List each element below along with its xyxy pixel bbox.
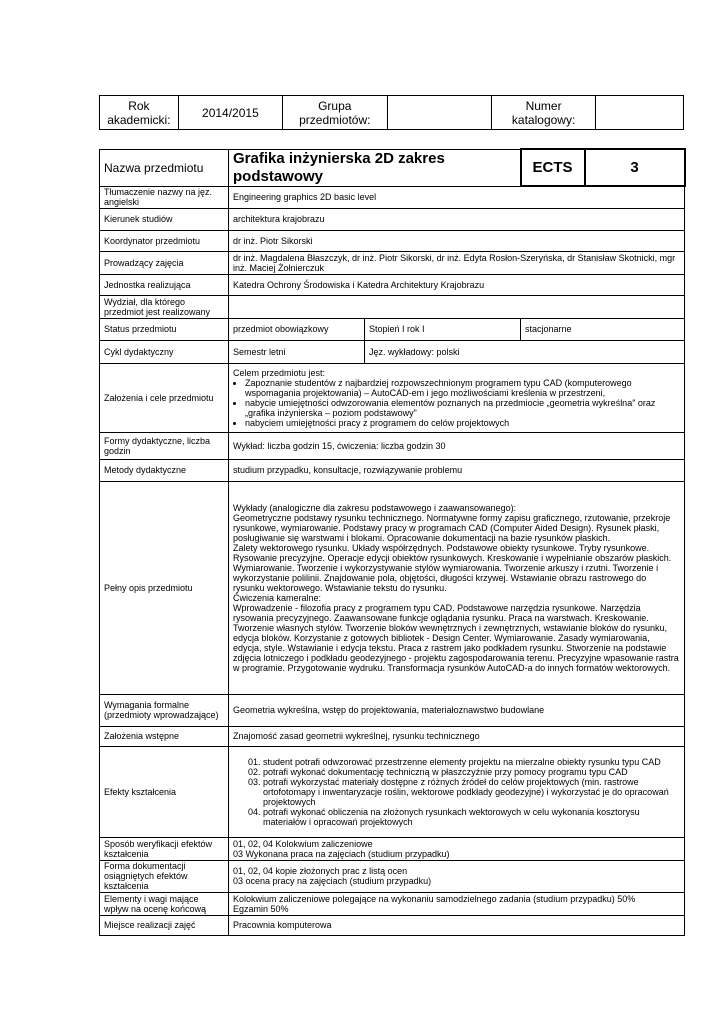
course-name: Grafika inżynierska 2D zakres podstawowy: [229, 149, 521, 186]
unit-label: Jednostka realizująca: [100, 274, 229, 295]
grupa-value: [387, 96, 491, 130]
methods-label: Metody dydaktyczne: [100, 459, 229, 481]
goals-label: Założenia i cele przedmiotu: [100, 363, 229, 432]
verification-value: 01, 02, 04 Kolokwium zaliczeniowe 03 Wykonana praca na zajęciach (studium przypadku): [229, 837, 685, 860]
place-label: Miejsce realizacji zajęć: [100, 915, 229, 935]
cycle-value-1: Semestr letni: [229, 340, 365, 363]
outcomes-content: [229, 746, 685, 837]
outcome-item: 04. potrafi wykonać obliczenia na złożonych rysunkach wektorowych w celu wykonania kosztorysu materiałów i opracowań projektowych: [263, 807, 680, 827]
requirements-value: Geometria wykreślna, wstęp do projektowania, materiałoznawstwo budowlane: [229, 694, 685, 726]
assumptions-label: Założenia wstępne: [100, 726, 229, 746]
place-value: Pracownia komputerowa: [229, 915, 685, 935]
coordinator-label: Koordynator przedmiotu: [100, 230, 229, 251]
translation-value: Engineering graphics 2D basic level: [229, 186, 685, 208]
documentation-value: 01, 02, 04 kopie złożonych prac z listą ocen 03 ocena pracy na zajęciach (studium przypadku): [229, 860, 685, 892]
faculty-label: Wydział, dla którego przedmiot jest realizowany: [100, 295, 229, 318]
outcomes-label: Efekty kształcenia: [100, 746, 229, 837]
requirements-label: Wymagania formalne (przedmioty wprowadzające): [100, 694, 229, 726]
forms-value: Wykład: liczba godzin 15, ćwiczenia: liczba godzin 30: [229, 432, 685, 459]
unit-value: Katedra Ochrony Środowiska i Katedra Architektury Krajobrazu: [229, 274, 685, 295]
rok-value: 2014/2015: [178, 96, 282, 130]
numer-value: [596, 96, 684, 130]
grading-label: Elementy i wagi mające wpływ na ocenę końcową: [100, 892, 229, 915]
goals-intro: Celem przedmiotu jest:: [233, 367, 326, 378]
rok-label: Rok akademicki:: [100, 96, 179, 130]
goals-list: [233, 378, 680, 428]
ects-value: 3: [585, 149, 685, 186]
grading-value: Kolokwium zaliczeniowe polegające na wykonaniu samodzielnego zadania (studium przypadku) 50% Egzamin 50%: [229, 892, 685, 915]
cycle-label: Cykl dydaktyczny: [100, 340, 229, 363]
course-name-label: Nazwa przedmiotu: [100, 149, 229, 186]
outcomes-list: [233, 757, 680, 827]
outcome-item: 01. student potrafi odwzorować przestrzenne elementy projektu na mierzalne obiekty rysunku typu CAD: [263, 757, 680, 767]
header-table: [99, 95, 684, 130]
grupa-label: Grupa przedmiotów:: [283, 96, 388, 130]
description-value: Wykłady (analogiczne dla zakresu podstawowego i zaawansowanego): Geometryczne podstawy rysunku technicznego. Normatywne formy zapisu graficznego, rzutowanie, przekroje rysunkowe, wymiarowanie. Podstawy pracy w programach CAD (Computer Aided Design). Rysunek płaski, posługiwanie się warstwami i blokami. Opracowanie dokumentacji na bazie rysunków płaskich. Zalety wektorowego rysunku. Układy współrzędnych. Podstawowe obiekty rysunkowe. Tryby rysunkowe. Rysowanie precyzyjne. Operacje edycji obiektów rysunkowych. Kreskowanie i wypełnianie obszarów płaskich. Wymiarowanie. Tworzenie i wykorzystywanie stylów wymiarowania. Tworzenie arkuszy i rzutni. Tworzenie i wykorzystanie polilinii. Znajdowanie pola, objętości, długości krzywej. Wstawianie obrazu rastrowego do rysunku wektorowego. Wstawianie tekstu do rysunku. Ćwiczenia kameralne: Wprowadzenie - filozofia pracy z programem typu CAD. Podstawowe narzędzia rysunkowe. Narzędzia rysowania precyzyjnego. Zaawansowane funkcje oglądania rysunku. Praca na warstwach. Kreskowanie. Tworzenie własnych stylów. Tworzenie bloków wewnętrznych i zewnętrznych, wstawianie bloków do rysunku, edycja bloków. Korzystanie z gotowych bibliotek - Design Center. Wymiarowanie. Zasady wymiarowania, edycja, style. Wstawianie i edycja tekstu. Praca z rastrem jako podkładem rysunku. Stworzenie na podstawie zdjęcia lotniczego i podkładu geodezyjnego - projektu zagospodarowania terenu. Precyzyjne wpasowanie rastra w programie. Przygotowanie wydruku. Transformacja rysunków AutoCAD-a do innych formatów wektorowych.: [229, 481, 685, 694]
lecturers-value: dr inż. Magdalena Błaszczyk, dr inż. Piotr Sikorski, dr inż. Edyta Rosłon-Szeryńska, dr Stanisław Skotnicki, mgr inż. Maciej Żołnierczuk: [229, 251, 685, 274]
ects-label: ECTS: [521, 149, 585, 186]
course-table: [99, 148, 686, 936]
goals-content: [229, 363, 685, 432]
goal-item: • Zapoznanie studentów z najbardziej rozpowszechnionym programem typu CAD (komputerowego wspomagania projektowania) – AutoCAD-em i jego możliwościami kreślenia w przestrzeni,: [245, 378, 680, 398]
description-label: Pełny opis przedmiotu: [100, 481, 229, 694]
documentation-label: Forma dokumentacji osiągniętych efektów kształcenia: [100, 860, 229, 892]
verification-label: Sposób weryfikacji efektów kształcenia: [100, 837, 229, 860]
faculty-value: [229, 295, 685, 318]
outcome-item: 03. potrafi wykorzystać materiały dostępne z różnych źródeł do celów projektowych (min. rastrowe ortofotomapy i inwentaryzacje roślin, wektorowe podkłady geodezyjne) i wykorzystać je do opracowań projektowych: [263, 777, 680, 807]
forms-label: Formy dydaktyczne, liczba godzin: [100, 432, 229, 459]
goal-item: • nabycie umiejętności odwzorowania elementów poznanych na przedmiocie „geometria wykreślna" oraz „grafika inżynierska – poziom podstawowy": [245, 398, 680, 418]
goal-item: • nabyciem umiejętności pracy z programem do celów projektowych: [245, 418, 680, 428]
lecturers-label: Prowadzący zajęcia: [100, 251, 229, 274]
field-value: architektura krajobrazu: [229, 208, 685, 230]
status-value-1: przedmiot obowiązkowy: [229, 318, 365, 340]
cycle-value-2: Jęz. wykładowy: polski: [365, 340, 685, 363]
methods-value: studium przypadku, konsultacje, rozwiązywanie problemu: [229, 459, 685, 481]
status-value-3: stacjonarne: [521, 318, 685, 340]
field-label: Kierunek studiów: [100, 208, 229, 230]
translation-label: Tłumaczenie nazwy na jęz. angielski: [100, 186, 229, 208]
status-label: Status przedmiotu: [100, 318, 229, 340]
outcome-item: 02. potrafi wykonać dokumentację techniczną w płaszczyźnie przy pomocy programu typu CAD: [263, 767, 680, 777]
numer-label: Numer katalogowy:: [491, 96, 595, 130]
coordinator-value: dr inż. Piotr Sikorski: [229, 230, 685, 251]
assumptions-value: Znajomość zasad geometrii wykreślnej, rysunku technicznego: [229, 726, 685, 746]
status-value-2: Stopień I rok I: [365, 318, 521, 340]
